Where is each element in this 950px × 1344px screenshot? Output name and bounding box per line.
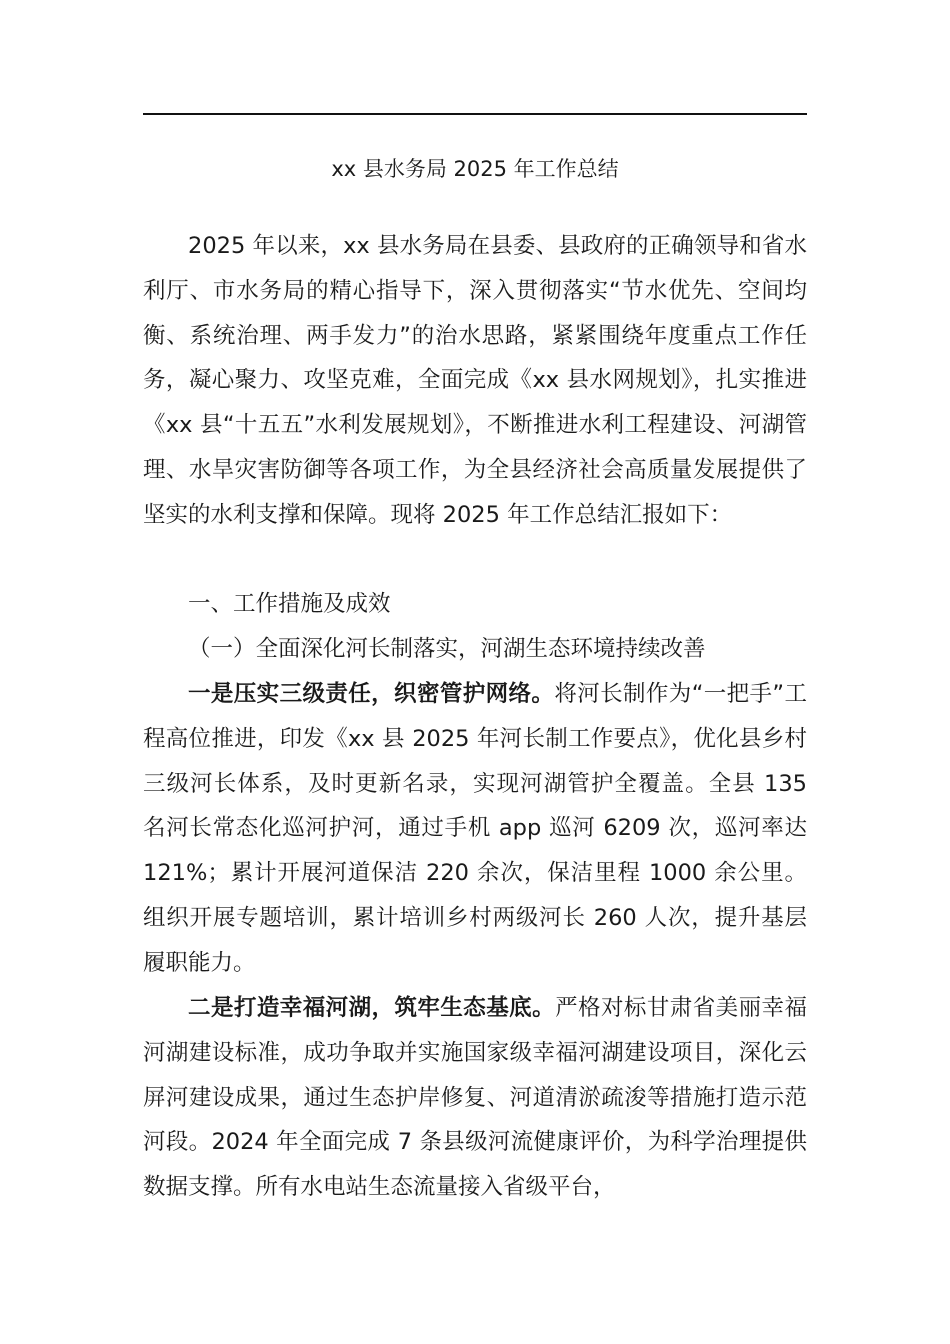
header-rule <box>143 113 807 115</box>
item2-paragraph <box>143 986 807 1210</box>
item1-lead: 一是压实三级责任，织密管护网络。 <box>188 681 555 707</box>
item1-body: 将河长制作为“一把手”工程高位推进，印发《xx 县 2025 年河长制工作要点》，优化县乡村三级河长体系，及时更新名录，实现河湖管护全覆盖。全县 135 名河长常态化巡河护河，通过手机 app 巡河 6209 次，巡河率达 121%；累计开展河道保洁 220 余次，保洁里程 1000 余公里。组织开展专题培训，累计培训乡村两级河长 260 人次，提升基层履职能力。 <box>143 681 807 976</box>
subsection-heading-text: （一）全面深化河长制落实，河湖生态环境持续改善 <box>188 636 706 662</box>
subsection-heading <box>143 627 852 672</box>
item2-body: 严格对标甘肃省美丽幸福河湖建设标准，成功争取并实施国家级幸福河湖建设项目，深化云屏河建设成果，通过生态护岸修复、河道清淤疏浚等措施打造示范河段。2024 年全面完成 7 条县级河流健康评价，为科学治理提供数据支撑。所有水电站生态流量接入省级平台， <box>143 995 807 1201</box>
section-heading: 一、工作措施及成效 <box>188 591 391 617</box>
item1-paragraph <box>143 672 807 986</box>
document-title: xx 县水务局 2025 年工作总结 <box>331 157 619 181</box>
item2-lead: 二是打造幸福河湖，筑牢生态基底。 <box>188 995 556 1021</box>
intro-paragraph: 2025 年以来，xx 县水务局在县委、县政府的正确领导和省水利厅、市水务局的精心指导下，深入贯彻落实“节水优先、空间均衡、系统治理、两手发力”的治水思路，紧紧围绕年度重点工作任务，凝心聚力、攻坚克难，全面完成《xx 县水网规划》，扎实推进《xx 县“十五五”水利发展规划》，不断推进水利工程建设、河湖管理、水旱灾害防御等各项工作，为全县经济社会高质量发展提供了坚实的水利支撑和保障。现将 2025 年工作总结汇报如下： <box>143 233 807 528</box>
